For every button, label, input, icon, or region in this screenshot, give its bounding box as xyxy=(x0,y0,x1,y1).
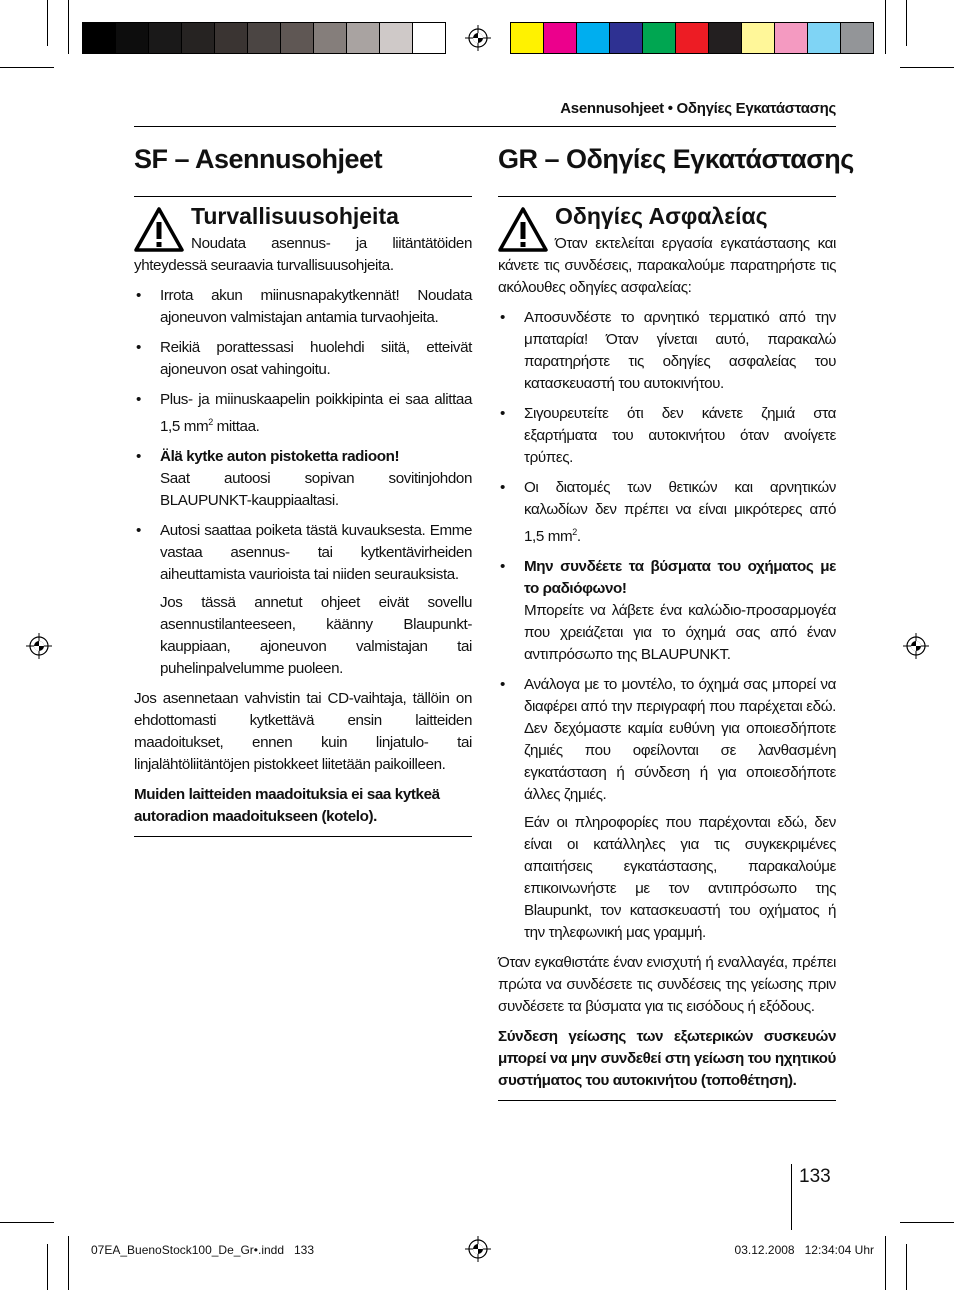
color-swatch xyxy=(510,22,544,54)
color-swatch xyxy=(281,22,314,54)
list-item: • Reikiä porattessasi huolehdi siitä, etteivät ajoneuvon osat vahingoitu. xyxy=(136,339,472,378)
color-swatch xyxy=(347,22,380,54)
page-number: 133 xyxy=(799,1166,831,1187)
finnish-column xyxy=(134,196,472,837)
color-swatch xyxy=(380,22,413,54)
section-title-finnish: SF – Asennusohjeet xyxy=(134,144,383,174)
column-end-rule xyxy=(134,836,472,837)
color-swatch xyxy=(610,22,643,54)
intro-text: Όταν εκτελείται εργασία εγκατάστασης και κάνετε τις συνδέσεις, παρακαλούμε παρατηρήστε τις ακόλουθες οδηγίες ασφαλείας: xyxy=(498,235,836,296)
list-item: • Αποσυνδέστε το αρνητικό τερματικό από την μπαταρία! Όταν γίνεται αυτό, παρακαλώ παρατηρήστε τις οδηγίες ασφαλείας του κατασκευαστή του αυτοκινήτου. xyxy=(500,309,836,392)
color-swatch xyxy=(248,22,281,54)
color-swatch xyxy=(544,22,577,54)
subsection-title: Οδηγίες Ασφαλείας xyxy=(555,203,768,229)
color-swatch xyxy=(808,22,841,54)
registration-mark-icon xyxy=(903,633,929,659)
greek-column xyxy=(498,196,836,1101)
page-number-rule xyxy=(791,1164,792,1230)
color-swatch xyxy=(182,22,215,54)
color-swatch xyxy=(116,22,149,54)
body-paragraph: Όταν εγκαθιστάτε έναν ενισχυτή ή εναλλαγέα, πρέπει πρώτα να συνδέσετε τις συνδέσεις της γείωσης πριν συνδέσετε τα βύσματα για τις εισόδους ή εξόδους. xyxy=(498,954,836,1016)
registration-mark-icon xyxy=(26,633,52,659)
color-swatch xyxy=(82,22,116,54)
header-rule xyxy=(134,126,836,127)
color-swatch xyxy=(742,22,775,54)
warning-triangle-icon xyxy=(134,207,184,253)
intro-text: Noudata asennus- ja liitäntätöiden yhteydessä seuraavia turvallisuusohjeita. xyxy=(134,235,472,274)
warning-triangle-icon xyxy=(498,207,548,253)
list-item: • Σιγουρευτείτε ότι δεν κάνετε ζημιά στα εξαρτήματα του αυτοκινήτου όταν ανοίγετε τρύπες. xyxy=(500,405,836,466)
bold-paragraph: Σύνδεση γείωσης των εξωτερικών συσκευών μπορεί να μην συνδεθεί στη γείωση του ηχητικού συστήματος του αυτοκινήτου (τοποθέτηση). xyxy=(498,1028,836,1090)
process-color-bar xyxy=(510,22,874,54)
color-swatch xyxy=(149,22,182,54)
slug-timestamp: 03.12.2008 12:34:04 Uhr xyxy=(734,1243,874,1257)
list-item: • Μην συνδέετε τα βύσματα του οχήματος με το ραδιόφωνο! Μπορείτε να λάβετε ένα καλώδιο-προσαρμογέα που χρειάζεται για το όχημά σας από έναν αντιπρόσωπο της BLAUPUNKT. xyxy=(500,558,836,664)
safety-list xyxy=(498,307,836,944)
color-swatch xyxy=(841,22,874,54)
list-item: • Irrota akun miinusnapakytkennät! Noudata ajoneuvon valmistajan antamia turvaohjeita. xyxy=(136,287,472,326)
subsection-title: Turvallisuusohjeita xyxy=(191,203,399,229)
safety-list xyxy=(134,285,472,680)
color-swatch xyxy=(676,22,709,54)
section-title-greek: GR – Οδηγίες Εγκατάστασης xyxy=(498,144,854,174)
color-swatch xyxy=(413,22,446,54)
list-item: • Älä kytke auton pistoketta radioon! Saat autoosi sopivan sovitinjohdon BLAUPUNKT-kauppiaaltasi. xyxy=(136,448,472,510)
list-item: • Autosi saattaa poiketa tästä kuvauksesta. Emme vastaa asennus- tai kytkentävirheiden aiheuttamista vaurioista tai niiden seurauksista. Jos tässä annetut ohjeet eivät sovellu asennustilanteeseen, käänny Blaupunkt-kauppiaan, ajoneuvon valmistajan tai puhelinpalvelumme puoleen. xyxy=(136,522,472,678)
registration-mark-icon xyxy=(465,1236,491,1262)
list-item: • Plus- ja miinuskaapelin poikkipinta ei saa alittaa 1,5 $mm^2$ mittaa. xyxy=(136,391,472,436)
color-swatch xyxy=(775,22,808,54)
column-end-rule xyxy=(498,1100,836,1101)
running-header: Asennusohjeet • Οδηγίες Εγκατάστασης xyxy=(560,100,836,117)
color-swatch xyxy=(577,22,610,54)
body-paragraph: Jos asennetaan vahvistin tai CD-vaihtaja, tällöin on ehdottomasti kytkettävä ensin laitteiden maadoitukset, ennen kuin linjatulo- tai linjalähtöliitäntöjen pistokkeet liitetään paikoilleen. xyxy=(134,690,472,774)
list-item: • Οι διατομές των θετικών και αρνητικών καλωδίων δεν πρέπει να είναι μικρότερες από 1,5 $mm^2$. xyxy=(500,479,836,546)
color-swatch xyxy=(314,22,347,54)
color-swatch xyxy=(709,22,742,54)
registration-mark-icon xyxy=(465,25,491,51)
bold-paragraph: Muiden laitteiden maadoituksia ei saa kytkeä autoradion maadoitukseen (kotelo). xyxy=(134,786,440,826)
slug-filename: 07EA_BuenoStock100_De_Gr•.indd 133 xyxy=(91,1243,315,1257)
color-swatch xyxy=(643,22,676,54)
gray-color-bar xyxy=(82,22,446,54)
color-swatch xyxy=(215,22,248,54)
list-item: • Ανάλογα με το μοντέλο, το όχημά σας μπορεί να διαφέρει από την περιγραφή που παρέχεται εδώ. Δεν δεχόμαστε καμία ευθύνη για οποιεσδήποτε ζημιές που οφείλονται σε λανθασμένη εγκατάσταση ή σύνδεση ή για οποιεσδήποτε άλλες ζημιές. Εάν οι πληροφορίες που παρέχονται εδώ, δεν είναι οι κατάλληλες για τις συγκεκριμένες απαιτήσεις εγκατάστασης, παρακαλούμε επικοινωνήστε με τον αντιπρόσωπο της Blaupunkt, τον κατασκευαστή του οχήματος ή την τηλεφωνική μας γραμμή. xyxy=(500,676,836,942)
